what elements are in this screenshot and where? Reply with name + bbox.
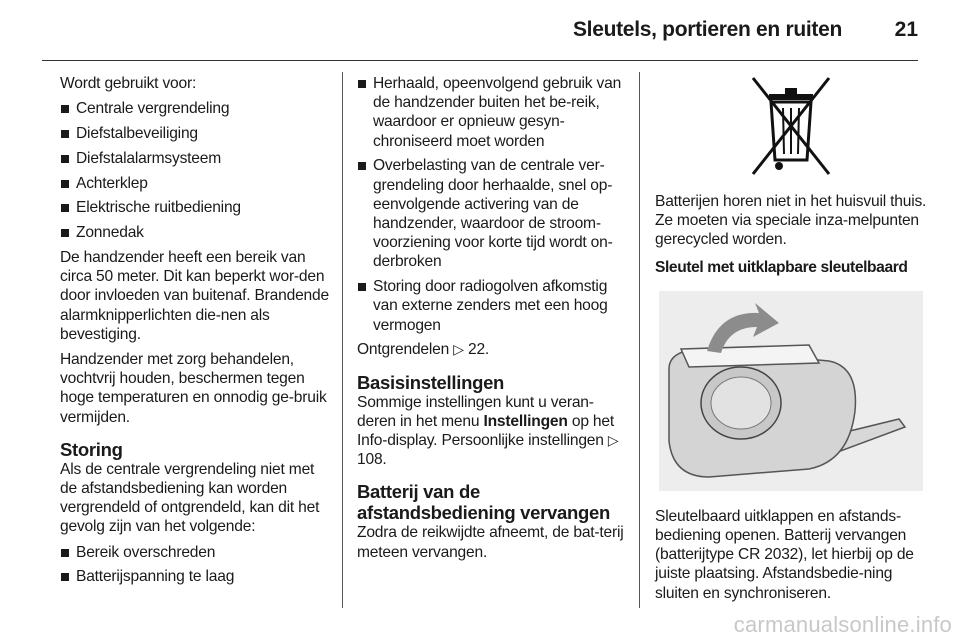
column-1 — [60, 74, 332, 592]
list-item: Diefstalbeveiliging — [60, 124, 332, 143]
page-title: Sleutels, portieren en ruiten — [572, 18, 842, 41]
dispose-paragraph: Batterijen horen niet in het huisvuil thuis. Ze moeten via speciale inza-melpunten gerecycled worden. — [655, 193, 927, 249]
list-item: Storing door radiogolven afkomstig van externe zenders met een hoog vermogen — [357, 277, 629, 335]
header-divider — [42, 60, 918, 61]
fault-paragraph: Als de centrale vergrendeling niet met de afstandsbediening kan worden vergrendeld of ontgrendeld, kan dit het gevolg zijn van het volgende: — [60, 460, 320, 536]
battery-paragraph: Zodra de reikwijdte afneemt, de bat-terij meteen vervangen. — [357, 524, 624, 561]
range-paragraph: De handzender heeft een bereik van circa 50 meter. Dit kan beperkt wor-den door invloeden van buitenaf. Brandende alarmknipperlichten die-nen als bevestiging. — [60, 248, 329, 343]
uses-list — [60, 99, 332, 242]
unlock-page-ref[interactable]: 22. — [467, 341, 490, 359]
basic-settings-paragraph — [357, 393, 629, 470]
menu-name: Instellingen — [483, 412, 568, 430]
list-item: Centrale vergrendeling — [60, 99, 332, 118]
basic-page-ref[interactable]: 108. — [357, 451, 387, 469]
page-ref-arrow-icon: ▷ — [607, 432, 619, 449]
page-header — [0, 0, 960, 62]
column-divider-2 — [639, 72, 640, 608]
list-item: Elektrische ruitbediening — [60, 198, 332, 217]
causes-list-continued — [357, 74, 629, 335]
key-battery-illustration — [659, 291, 923, 491]
page-number: 21 — [894, 18, 918, 41]
basic-settings-heading: Basisinstellingen — [357, 371, 505, 393]
basic-text-a: Sommige instellingen kunt u veran-deren in het menu — [357, 393, 594, 430]
fault-heading: Storing — [60, 438, 123, 460]
unlock-reference — [357, 340, 629, 359]
basic-text-b: op het Info-display. Persoonlijke instellingen — [357, 412, 614, 450]
care-paragraph: Handzender met zorg behandelen, vochtvrij houden, beschermen tegen hoge temperaturen en onnodig ge-bruik vermijden. — [60, 351, 327, 426]
column-divider-1 — [342, 72, 343, 608]
battery-heading: Batterij van de afstandsbediening vervangen — [357, 481, 611, 524]
page-ref-arrow-icon: ▷ — [453, 341, 464, 358]
column-2 — [357, 74, 629, 568]
list-item: Diefstalalarmsysteem — [60, 149, 332, 168]
list-item: Batterijspanning te laag — [60, 567, 332, 586]
list-item: Achterklep — [60, 174, 332, 193]
list-item: Zonnedak — [60, 223, 332, 242]
list-item: Overbelasting van de centrale ver-grendeling door herhaalde, snel op-eenvolgende activering van de handzender, waardoor de stroom-voorziening voor korte tijd wordt on-derbroken — [357, 156, 629, 271]
causes-list — [60, 543, 332, 587]
fold-key-heading: Sleutel met uitklapbare sleutelbaard — [655, 258, 908, 276]
used-for-intro: Wordt gebruikt voor: — [60, 75, 197, 92]
list-item: Bereik overschreden — [60, 543, 332, 562]
unlock-label: Ontgrendelen — [357, 341, 450, 359]
watermark: carmanualsonline.info — [733, 612, 952, 637]
fold-key-paragraph: Sleutelbaard uitklappen en afstands-bediening openen. Batterij vervangen (batterijtype CR 2032), let hierbij op de juiste plaatsing. Afstandsbedie-ning sluiten en synchroniseren. — [655, 507, 914, 602]
column-3 — [655, 74, 927, 609]
crossed-out-wheelie-bin-icon — [749, 74, 833, 178]
list-item: Herhaald, opeenvolgend gebruik van de handzender buiten het be-reik, waardoor er opnieuw gesyn-chroniseerd moet worden — [357, 74, 629, 151]
